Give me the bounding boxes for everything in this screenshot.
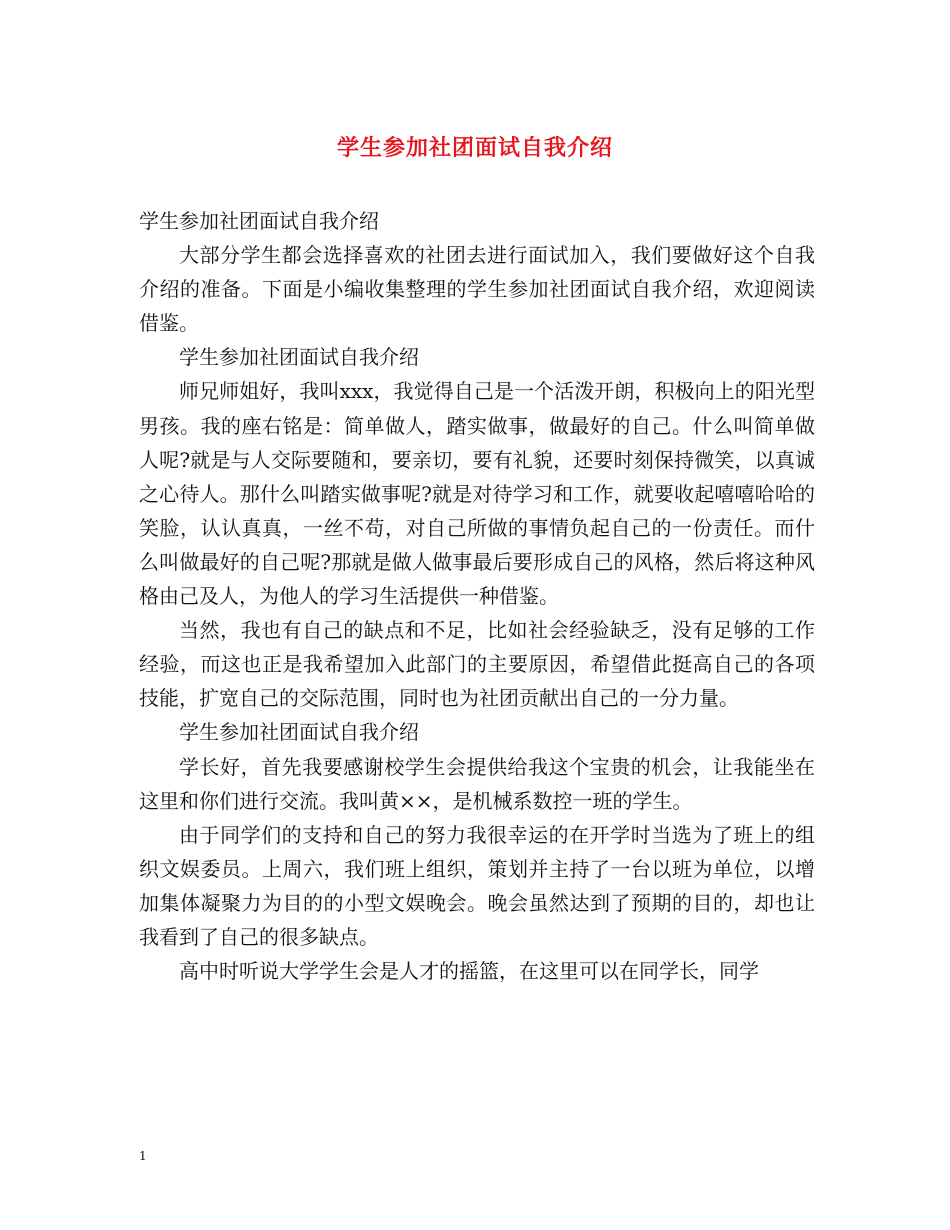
paragraph: 高中时听说大学学生会是人才的摇篮，在这里可以在同学长，同学	[179, 959, 759, 984]
paragraph: 学生参加社团面试自我介绍	[139, 209, 379, 233]
page-number: 1	[139, 1149, 147, 1163]
section-heading: 学生参加社团面试自我介绍	[179, 720, 419, 745]
paragraph: 由于同学们的支持和自己的努力我很幸运的在开学时当选为了班上的组织文娱委员。上周六，我们班上组织，策划并主持了一台以班为单位，以增加集体凝聚力为目的的小型文娱晚会。晚会虽然达到了预期的目的，却也让我看到了自己的很多缺点。	[139, 822, 815, 949]
paragraph: 学长好，首先我要感谢校学生会提供给我这个宝贵的机会，让我能坐在这里和你们进行交流。我叫黄××，是机械系数控一班的学生。	[139, 754, 815, 813]
document-body	[139, 204, 815, 988]
paragraph: 大部分学生都会选择喜欢的社团去进行面试加入，我们要做好这个自我介绍的准备。下面是小编收集整理的学生参加社团面试自我介绍，欢迎阅读借鉴。	[139, 243, 815, 336]
section-heading: 学生参加社团面试自我介绍	[179, 345, 419, 370]
document-title: 学生参加社团面试自我介绍	[336, 135, 613, 161]
paragraph: 师兄师姐好，我叫xxx，我觉得自己是一个活泼开朗，积极向上的阳光型男孩。我的座右铭是：简单做人，踏实做事，做最好的自己。什么叫简单做人呢?就是与人交际要随和，要亲切，要有礼貌，还要时刻保持微笑，以真诚之心待人。那什么叫踏实做事呢?就是对待学习和工作，就要收起嘻嘻哈哈的笑脸，认认真真，一丝不苟，对自己所做的事情负起自己的一份责任。而什么叫做最好的自己呢?那就是做人做事最后要形成自己的风格，然后将这种风格由己及人，为他人的学习生活提供一种借鉴。	[139, 379, 815, 609]
paragraph: 当然，我也有自己的缺点和不足，比如社会经验缺乏，没有足够的工作经验，而这也正是我希望加入此部门的主要原因，希望借此挺高自己的各项技能，扩宽自己的交际范围，同时也为社团贡献出自己的一分力量。	[139, 618, 815, 711]
